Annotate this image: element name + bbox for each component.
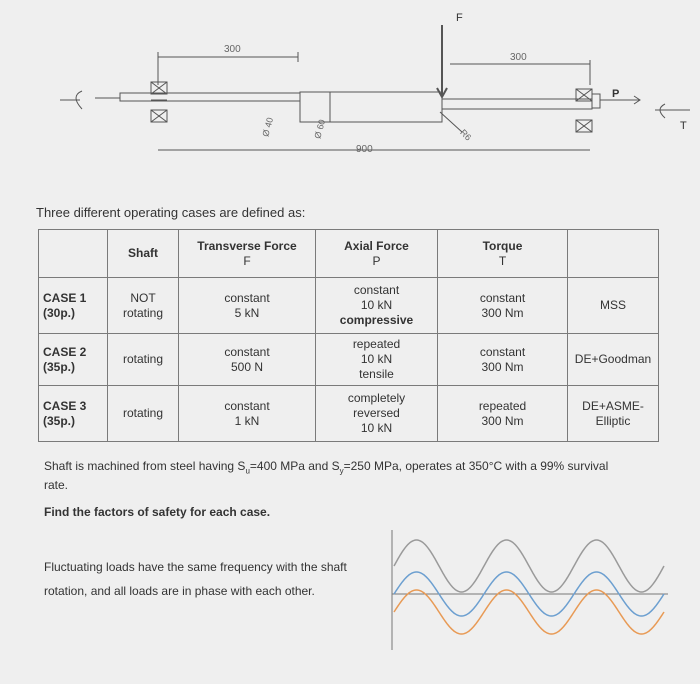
shaft-drawing <box>0 0 700 200</box>
criterion-cell: DE+Goodman <box>568 334 659 386</box>
shaft-left-section <box>120 93 300 101</box>
header-axial: Axial Force P <box>316 230 438 278</box>
torque-cell: repeated 300 Nm <box>438 386 568 442</box>
task-text: Find the factors of safety for each case. <box>44 505 271 519</box>
wave-orange <box>394 590 664 634</box>
transverse-cell: constant 500 N <box>179 334 316 386</box>
shaft-cell: NOT rotating <box>108 278 179 334</box>
axial-force-label: P <box>612 88 620 100</box>
table-header-row <box>39 230 659 278</box>
torque-cell: constant 300 Nm <box>438 334 568 386</box>
table-row <box>39 278 659 334</box>
axial-cell: repeated 10 kN tensile <box>316 334 438 386</box>
criterion-cell: DE+ASME- Elliptic <box>568 386 659 442</box>
wave-blue <box>394 572 664 616</box>
torque-arrow-right <box>660 104 665 118</box>
loads-line-1: Fluctuating loads have the same frequency with the shaft <box>44 560 347 574</box>
header-transverse: Transverse Force F <box>179 230 316 278</box>
diameter-label-2: Ø 60 <box>312 118 328 140</box>
case-cell: CASE 3 (35p.) <box>39 386 108 442</box>
transverse-cell: constant 5 kN <box>179 278 316 334</box>
table-row <box>39 334 659 386</box>
loads-line-2: rotation, and all loads are in phase with each other. <box>44 584 315 598</box>
header-case <box>39 230 108 278</box>
table-row <box>39 386 659 442</box>
shaft-right-section <box>442 99 592 109</box>
torque-label: T <box>680 120 687 132</box>
shaft-step <box>300 92 330 122</box>
material-line: Shaft is machined from steel having $S_u=400$ MPa and $S_y=250$ MPa, operates at 350°C with a 99% survival <box>44 459 609 476</box>
diameter-label-1: Ø 40 <box>260 116 276 138</box>
axial-cell: completely reversed 10 kN <box>316 386 438 442</box>
wave-gray <box>394 540 664 592</box>
case-cell: CASE 2 (35p.) <box>39 334 108 386</box>
criterion-cell: MSS <box>568 278 659 334</box>
shaft-cell: rotating <box>108 386 179 442</box>
radius-label: R6 <box>458 127 474 143</box>
dimension-label-left: 300 <box>224 44 241 55</box>
header-criterion <box>568 230 659 278</box>
header-torque: Torque T <box>438 230 568 278</box>
dimension-label-right: 300 <box>510 52 527 63</box>
transverse-cell: constant 1 kN <box>179 386 316 442</box>
force-label: F <box>456 12 463 24</box>
torque-cell: constant 300 Nm <box>438 278 568 334</box>
shaft-cell: rotating <box>108 334 179 386</box>
header-shaft: Shaft <box>108 230 179 278</box>
shaft-middle-section <box>330 92 442 122</box>
intro-text: Three different operating cases are defined as: <box>36 205 306 220</box>
case-cell: CASE 1 (30p.) <box>39 278 108 334</box>
cases-table <box>38 229 659 442</box>
axial-cell: constant 10 kN compressive <box>316 278 438 334</box>
dimension-label-middle: 900 <box>356 144 373 155</box>
material-line-2: rate. <box>44 478 69 492</box>
